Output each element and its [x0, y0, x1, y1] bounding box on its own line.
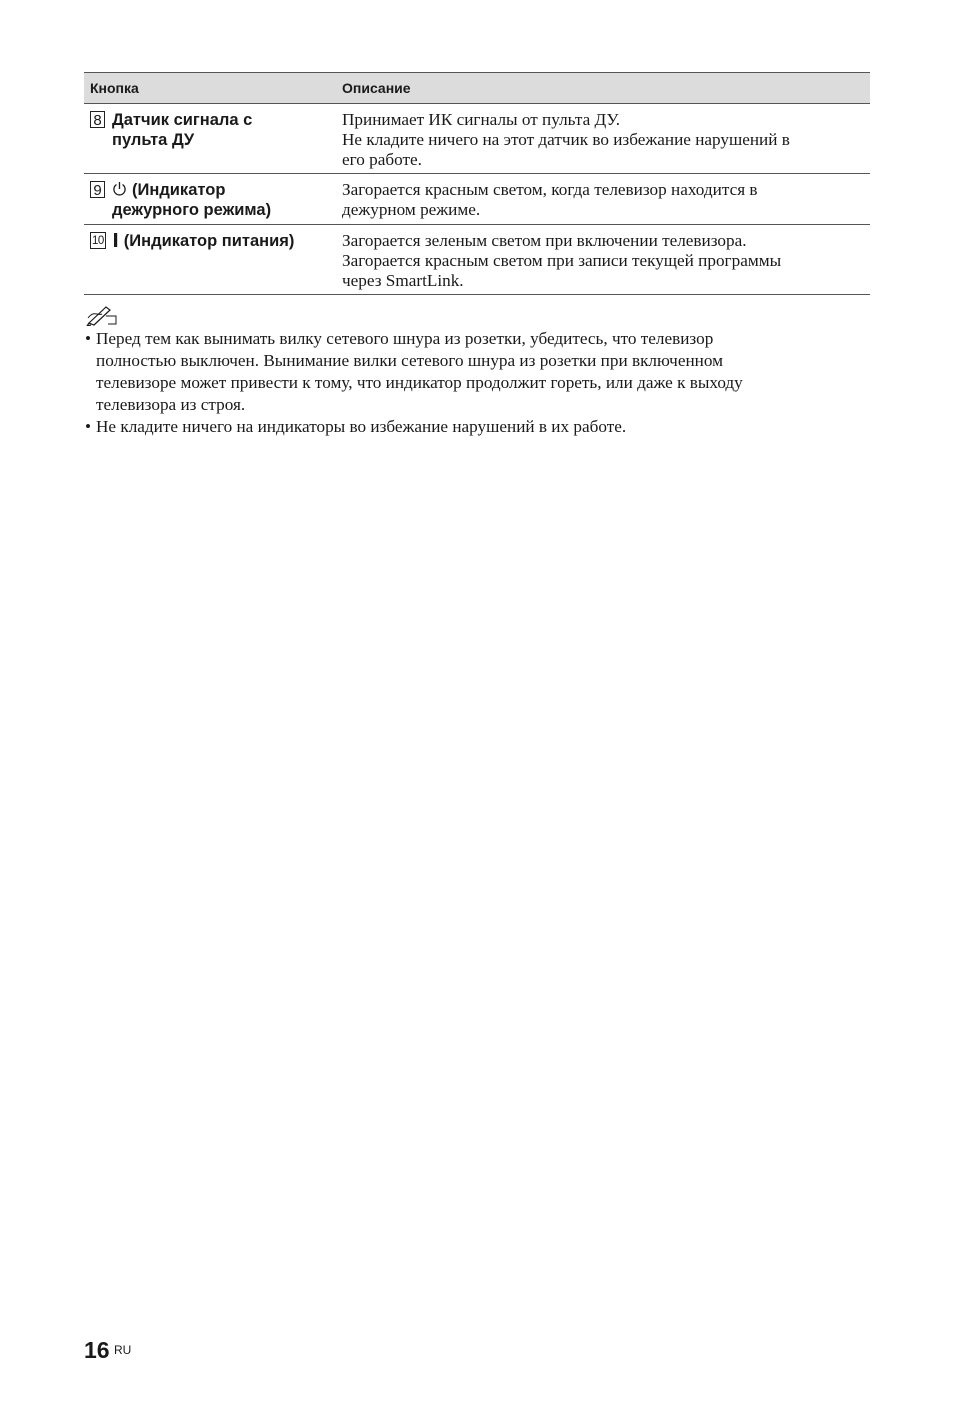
pencil-note-icon	[86, 304, 118, 326]
note-line: телевизоре может привести к тому, что индикатор продолжит гореть, или даже к выходу	[96, 373, 743, 392]
row-button-cell	[84, 225, 336, 294]
row-button-cell	[84, 104, 336, 173]
row-desc-line: Загорается зеленым светом при включении телевизора.	[342, 231, 747, 250]
note-item: • Не кладите ничего на индикаторы во избежание нарушений в их работе.	[84, 416, 874, 438]
row-name-line: (Индикатор питания)	[123, 232, 295, 250]
table-header	[84, 73, 870, 104]
row-desc-line: Принимает ИК сигналы от пульта ДУ.	[342, 110, 621, 129]
note-line: Перед тем как вынимать вилку сетевого шнура из розетки, убедитесь, что телевизор	[96, 329, 714, 348]
page-number: 16	[84, 1337, 110, 1363]
row-desc-line: Не кладите ничего на этот датчик во избежание нарушений в	[342, 130, 790, 149]
row-name-line: (Индикатор	[132, 181, 226, 199]
note-line: телевизора из строя.	[96, 395, 246, 414]
power-standby-icon	[112, 181, 127, 197]
item-number-badge: 9	[90, 181, 105, 198]
notes-list	[84, 328, 874, 438]
power-on-bar-icon	[113, 232, 119, 248]
note-item: • Перед тем как вынимать вилку сетевого шнура из розетки, убедитесь, что телевизор полностью выключен. Вынимание вилки сетевого шнура из розетки при включенном телевизоре может привести к тому, что индикатор продолжит гореть, или даже к выходу телевизора из строя.	[84, 328, 874, 416]
page-language: RU	[114, 1343, 132, 1357]
row-desc-line: Загорается красным светом при записи текущей программы	[342, 251, 782, 270]
row-desc-line: дежурном режиме.	[342, 200, 481, 219]
row-description-cell	[336, 104, 870, 173]
row-desc-line: его работе.	[342, 150, 422, 169]
table-row	[84, 174, 870, 225]
table-row	[84, 104, 870, 174]
row-button-cell	[84, 174, 336, 224]
row-desc-line: через SmartLink.	[342, 271, 464, 290]
row-name-line: пульта ДУ	[112, 131, 195, 149]
row-description-cell	[336, 174, 870, 224]
item-number-badge: 10	[90, 232, 106, 249]
row-name-line: Датчик сигнала с	[112, 111, 253, 129]
header-button: Кнопка	[90, 80, 139, 96]
header-description: Описание	[342, 80, 411, 96]
note-line: Не кладите ничего на индикаторы во избежание нарушений в их работе.	[96, 417, 627, 436]
table-row	[84, 225, 870, 295]
item-number-badge: 8	[90, 111, 105, 128]
row-description-cell	[336, 225, 870, 294]
row-desc-line: Загорается красным светом, когда телевизор находится в	[342, 180, 758, 199]
note-line: полностью выключен. Вынимание вилки сетевого шнура из розетки при включенном	[96, 351, 723, 370]
buttons-table	[84, 72, 870, 295]
row-name-line: дежурного режима)	[112, 201, 272, 219]
